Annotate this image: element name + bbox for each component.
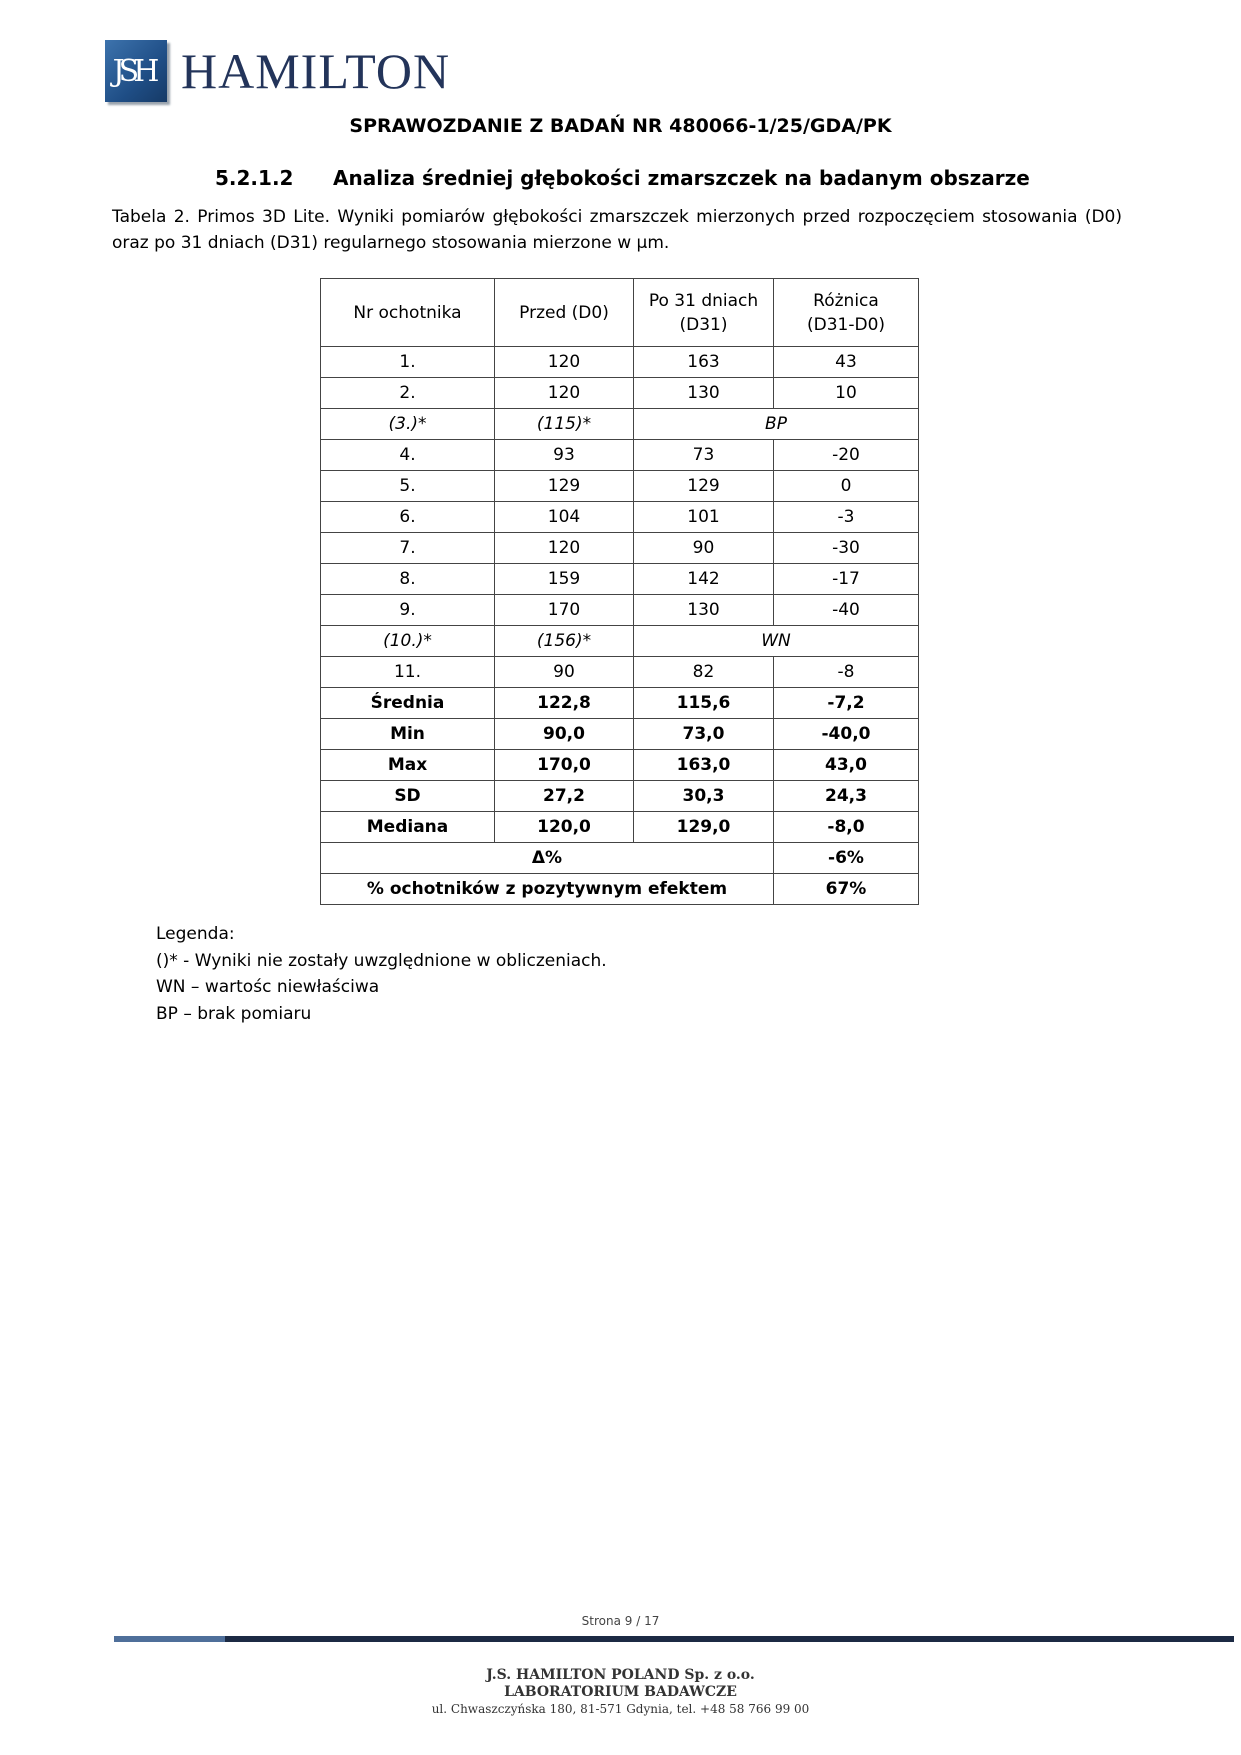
stat-after: 115,6 [634,688,774,719]
cell-volunteer: 9. [321,595,495,626]
stats-row-max [321,750,919,781]
header-before: Przed (D0) [495,279,634,347]
cell-status: BP [634,409,919,440]
table-header-row [321,279,919,347]
legend-item: WN – wartośc niewłaściwa [156,977,380,997]
stat-label: Średnia [321,688,495,719]
stat-after: 163,0 [634,750,774,781]
cell-volunteer: 4. [321,440,495,471]
footer-divider [114,1636,1234,1642]
stat-difference: -7,2 [774,688,919,719]
cell-before: 159 [495,564,634,595]
footer-address: ul. Chwaszczyńska 180, 81-571 Gdynia, tel. +48 58 766 99 00 [431,1702,810,1716]
stat-after: 30,3 [634,781,774,812]
cell-difference: -40 [774,595,919,626]
table-row [321,564,919,595]
legend-title: Legenda: [156,924,235,944]
legend-item: BP – brak pomiaru [156,1003,312,1024]
cell-volunteer: 7. [321,533,495,564]
cell-volunteer: 5. [321,471,495,502]
cell-status: WN [634,626,919,657]
table-row [321,533,919,564]
stat-after: 129,0 [634,812,774,843]
table-row [321,471,919,502]
cell-after: 90 [634,533,774,564]
table-row [321,378,919,409]
positive-effect-value: 67% [774,874,919,905]
stat-difference: 43,0 [774,750,919,781]
section-title: Analiza średniej głębokości zmarszczek na badanym obszarze [333,166,1030,190]
stat-before: 122,8 [495,688,634,719]
logo-monogram-text: JSH [112,53,154,89]
stats-row-mean [321,688,919,719]
cell-after: 129 [634,471,774,502]
header-after: Po 31 dniach (D31) [634,279,774,347]
cell-after: 163 [634,347,774,378]
cell-before: 120 [495,378,634,409]
stats-row-min [321,719,919,750]
report-title: SPRAWOZDANIE Z BADAŃ NR 480066-1/25/GDA/PK [349,115,892,137]
cell-difference: -17 [774,564,919,595]
results-table [320,278,919,905]
footer-lab: LABORATORIUM BADAWCZE [504,1684,737,1700]
section-number: 5.2.1.2 [215,166,294,190]
cell-volunteer: 8. [321,564,495,595]
stat-difference: 24,3 [774,781,919,812]
cell-after: 73 [634,440,774,471]
table-row [321,347,919,378]
table-row [321,440,919,471]
stat-label: Max [321,750,495,781]
footer-company: J.S. HAMILTON POLAND Sp. z o.o. [486,1667,755,1683]
cell-volunteer: 6. [321,502,495,533]
stat-after: 73,0 [634,719,774,750]
stat-label: Mediana [321,812,495,843]
logo-monogram [105,40,167,102]
cell-before: (115)* [495,409,634,440]
stats-row-sd [321,781,919,812]
table-row-excluded [321,626,919,657]
cell-difference: -30 [774,533,919,564]
stat-difference: -40,0 [774,719,919,750]
cell-difference: 0 [774,471,919,502]
cell-volunteer: (10.)* [321,626,495,657]
cell-difference: 43 [774,347,919,378]
cell-after: 142 [634,564,774,595]
cell-before: 129 [495,471,634,502]
stat-before: 27,2 [495,781,634,812]
cell-before: (156)* [495,626,634,657]
page-number: Strona 9 / 17 [581,1614,660,1628]
cell-difference: -8 [774,657,919,688]
delta-percent-label: Δ% [321,843,774,874]
cell-after: 130 [634,378,774,409]
cell-after: 130 [634,595,774,626]
cell-volunteer: 11. [321,657,495,688]
stat-label: SD [321,781,495,812]
stat-before: 120,0 [495,812,634,843]
table-row-excluded [321,409,919,440]
legend-item: ()* - Wyniki nie zostały uwzględnione w obliczeniach. [156,950,607,971]
cell-volunteer: (3.)* [321,409,495,440]
stats-row-median [321,812,919,843]
stat-label: Min [321,719,495,750]
cell-before: 104 [495,502,634,533]
stat-difference: -8,0 [774,812,919,843]
positive-effect-row [321,874,919,905]
company-logo [105,38,450,104]
logo-wordmark: HAMILTON [181,43,451,99]
positive-effect-label: % ochotników z pozytywnym efektem [321,874,774,905]
cell-before: 120 [495,347,634,378]
cell-after: 82 [634,657,774,688]
cell-before: 170 [495,595,634,626]
cell-after: 101 [634,502,774,533]
table-row [321,657,919,688]
table-row [321,502,919,533]
cell-before: 90 [495,657,634,688]
stat-before: 170,0 [495,750,634,781]
legend [156,921,607,1027]
delta-percent-value: -6% [774,843,919,874]
header-volunteer: Nr ochotnika [321,279,495,347]
cell-difference: -3 [774,502,919,533]
delta-percent-row [321,843,919,874]
footer [0,1667,1241,1718]
table-row [321,595,919,626]
cell-before: 93 [495,440,634,471]
header-difference: Różnica (D31-D0) [774,279,919,347]
stat-before: 90,0 [495,719,634,750]
footer-divider-accent [114,1636,225,1642]
cell-difference: 10 [774,378,919,409]
cell-volunteer: 2. [321,378,495,409]
section-heading [215,166,1030,190]
cell-difference: -20 [774,440,919,471]
cell-before: 120 [495,533,634,564]
table-caption: Tabela 2. Primos 3D Lite. Wyniki pomiarów głębokości zmarszczek mierzonych przed rozpoczęciem stosowania (D0) oraz po 31 dniach (D31) regularnego stosowania mierzone w µm. [112,207,1122,253]
cell-volunteer: 1. [321,347,495,378]
